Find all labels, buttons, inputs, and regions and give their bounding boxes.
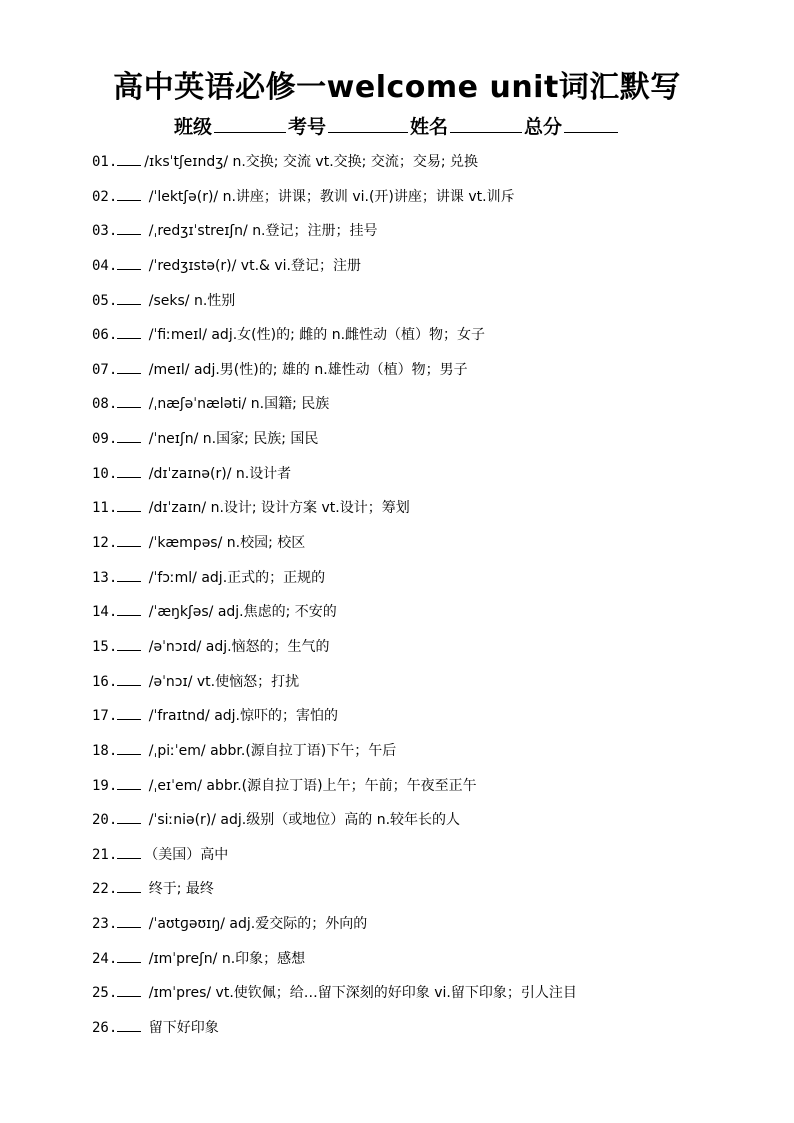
item-definition: /əˈnɔɪ/ vt.使恼怒；打扰 bbox=[144, 673, 300, 690]
item-number: 09. bbox=[92, 431, 118, 448]
vocab-item bbox=[92, 290, 772, 325]
item-definition: /ˌpiːˈem/ abbr.(源自拉丁语)下午；午后 bbox=[144, 742, 397, 759]
vocab-item bbox=[92, 636, 772, 671]
item-definition: （美国）高中 bbox=[144, 846, 229, 863]
answer-blank[interactable] bbox=[117, 878, 141, 893]
exam-number-blank[interactable] bbox=[328, 114, 408, 133]
item-number: 25. bbox=[92, 985, 118, 1002]
item-definition: /ˈfraɪtnd/ adj.惊吓的；害怕的 bbox=[144, 708, 338, 725]
vocab-item bbox=[92, 393, 772, 428]
exam-number-label: 考号 bbox=[287, 116, 326, 138]
item-definition: /seks/ n.性别 bbox=[144, 292, 236, 309]
name-label: 姓名 bbox=[410, 116, 449, 138]
item-definition: /ˈneɪʃn/ n.国家; 民族; 国民 bbox=[144, 431, 319, 448]
item-number: 11. bbox=[92, 500, 118, 517]
vocab-item bbox=[92, 497, 772, 532]
item-number: 08. bbox=[92, 396, 118, 413]
vocab-item bbox=[92, 775, 772, 810]
vocab-item bbox=[92, 532, 772, 567]
answer-blank[interactable] bbox=[117, 913, 141, 928]
answer-blank[interactable] bbox=[117, 567, 141, 582]
item-number: 02. bbox=[92, 188, 118, 205]
vocab-item bbox=[92, 705, 772, 740]
answer-blank[interactable] bbox=[117, 775, 141, 790]
vocab-item bbox=[92, 151, 772, 186]
vocab-item bbox=[92, 324, 772, 359]
item-definition: /ˈlektʃə(r)/ n.讲座；讲课；教训 vi.(开)讲座；讲课 vt.训斥 bbox=[144, 188, 515, 205]
class-label: 班级 bbox=[173, 116, 212, 138]
item-number: 23. bbox=[92, 916, 118, 933]
vocab-item bbox=[92, 913, 772, 948]
item-number: 26. bbox=[92, 1020, 118, 1037]
page-title: 高中英语必修一welcome unit词汇默写 bbox=[113, 70, 681, 105]
vocab-item bbox=[92, 359, 772, 394]
item-number: 15. bbox=[92, 638, 118, 655]
answer-blank[interactable] bbox=[117, 428, 141, 443]
vocab-item bbox=[92, 463, 772, 498]
item-number: 05. bbox=[92, 292, 118, 309]
item-definition: /ˈæŋkʃəs/ adj.焦虑的; 不安的 bbox=[144, 604, 337, 621]
item-definition: /dɪˈzaɪnə(r)/ n.设计者 bbox=[144, 465, 292, 482]
item-definition: /ˌnæʃəˈnæləti/ n.国籍; 民族 bbox=[144, 396, 330, 413]
score-blank[interactable] bbox=[564, 114, 618, 133]
answer-blank[interactable] bbox=[117, 324, 141, 339]
vocab-item bbox=[92, 567, 772, 602]
answer-blank[interactable] bbox=[117, 393, 141, 408]
item-number: 17. bbox=[92, 708, 118, 725]
answer-blank[interactable] bbox=[117, 740, 141, 755]
answer-blank[interactable] bbox=[117, 636, 141, 651]
student-info-line bbox=[0, 112, 794, 139]
vocab-item bbox=[92, 878, 772, 913]
item-definition: 终于; 最终 bbox=[144, 881, 214, 898]
item-definition: /ˌeɪˈem/ abbr.(源自拉丁语)上午；午前；午夜至正午 bbox=[144, 777, 477, 794]
vocab-item bbox=[92, 1017, 772, 1052]
answer-blank[interactable] bbox=[117, 844, 141, 859]
item-number: 13. bbox=[92, 569, 118, 586]
item-definition: /ɪmˈpreʃn/ n.印象；感想 bbox=[144, 950, 306, 967]
item-definition: /ˈfiːmeɪl/ adj.女(性)的; 雌的 n.雌性动（植）物；女子 bbox=[144, 327, 486, 344]
item-definition: /ɪksˈtʃeɪndʒ/ n.交换; 交流 vt.交换; 交流；交易; 兑换 bbox=[144, 154, 478, 170]
name-blank[interactable] bbox=[450, 114, 522, 133]
vocab-item bbox=[92, 671, 772, 706]
answer-blank[interactable] bbox=[117, 255, 141, 270]
answer-blank[interactable] bbox=[117, 532, 141, 547]
item-number: 10. bbox=[92, 465, 118, 482]
item-definition: /ˈredʒɪstə(r)/ vt.& vi.登记；注册 bbox=[144, 257, 362, 274]
item-number: 21. bbox=[92, 846, 118, 863]
item-number: 24. bbox=[92, 950, 118, 967]
answer-blank[interactable] bbox=[117, 809, 141, 824]
item-number: 18. bbox=[92, 742, 118, 759]
item-number: 01. bbox=[92, 154, 118, 170]
answer-blank[interactable] bbox=[117, 151, 141, 166]
answer-blank[interactable] bbox=[117, 359, 141, 374]
answer-blank[interactable] bbox=[117, 186, 141, 201]
item-number: 16. bbox=[92, 673, 118, 690]
item-number: 03. bbox=[92, 223, 118, 240]
item-definition: /ˈaʊtɡəʊɪŋ/ adj.爱交际的；外向的 bbox=[144, 916, 368, 933]
vocab-item bbox=[92, 186, 772, 221]
item-definition: /ˈfɔːml/ adj.正式的；正规的 bbox=[144, 569, 326, 586]
item-definition: /ˌredʒɪˈstreɪʃn/ n.登记；注册；挂号 bbox=[144, 223, 378, 240]
item-definition: /ˈkæmpəs/ n.校园; 校区 bbox=[144, 535, 306, 552]
item-definition: /ɪmˈpres/ vt.使钦佩；给…留下深刻的好印象 vi.留下印象；引人注目 bbox=[144, 985, 577, 1002]
item-number: 19. bbox=[92, 777, 118, 794]
item-definition: /meɪl/ adj.男(性)的; 雄的 n.雄性动（植）物；男子 bbox=[144, 361, 468, 378]
answer-blank[interactable] bbox=[117, 290, 141, 305]
item-definition: /dɪˈzaɪn/ n.设计; 设计方案 vt.设计；筹划 bbox=[144, 500, 410, 517]
vocab-item bbox=[92, 255, 772, 290]
answer-blank[interactable] bbox=[117, 601, 141, 616]
item-number: 14. bbox=[92, 604, 118, 621]
answer-blank[interactable] bbox=[117, 463, 141, 478]
vocab-item bbox=[92, 220, 772, 255]
answer-blank[interactable] bbox=[117, 220, 141, 235]
answer-blank[interactable] bbox=[117, 497, 141, 512]
item-definition: /ˈsiːniə(r)/ adj.级别（或地位）高的 n.较年长的人 bbox=[144, 812, 461, 829]
answer-blank[interactable] bbox=[117, 982, 141, 997]
item-number: 20. bbox=[92, 812, 118, 829]
item-number: 07. bbox=[92, 361, 118, 378]
vocab-item bbox=[92, 948, 772, 983]
item-definition: 留下好印象 bbox=[144, 1020, 219, 1037]
item-number: 12. bbox=[92, 535, 118, 552]
answer-blank[interactable] bbox=[117, 705, 141, 720]
vocab-item bbox=[92, 844, 772, 879]
vocab-item bbox=[92, 982, 772, 1017]
vocab-item bbox=[92, 740, 772, 775]
item-definition: /əˈnɔɪd/ adj.恼怒的；生气的 bbox=[144, 638, 330, 655]
class-blank[interactable] bbox=[214, 114, 286, 133]
answer-blank[interactable] bbox=[117, 671, 141, 686]
vocab-item bbox=[92, 428, 772, 463]
vocabulary-list bbox=[92, 151, 772, 1052]
vocab-item bbox=[92, 809, 772, 844]
item-number: 04. bbox=[92, 257, 118, 274]
answer-blank[interactable] bbox=[117, 1017, 141, 1032]
score-label: 总分 bbox=[524, 116, 563, 138]
item-number: 06. bbox=[92, 327, 118, 344]
item-number: 22. bbox=[92, 881, 118, 898]
vocab-item bbox=[92, 601, 772, 636]
answer-blank[interactable] bbox=[117, 948, 141, 963]
